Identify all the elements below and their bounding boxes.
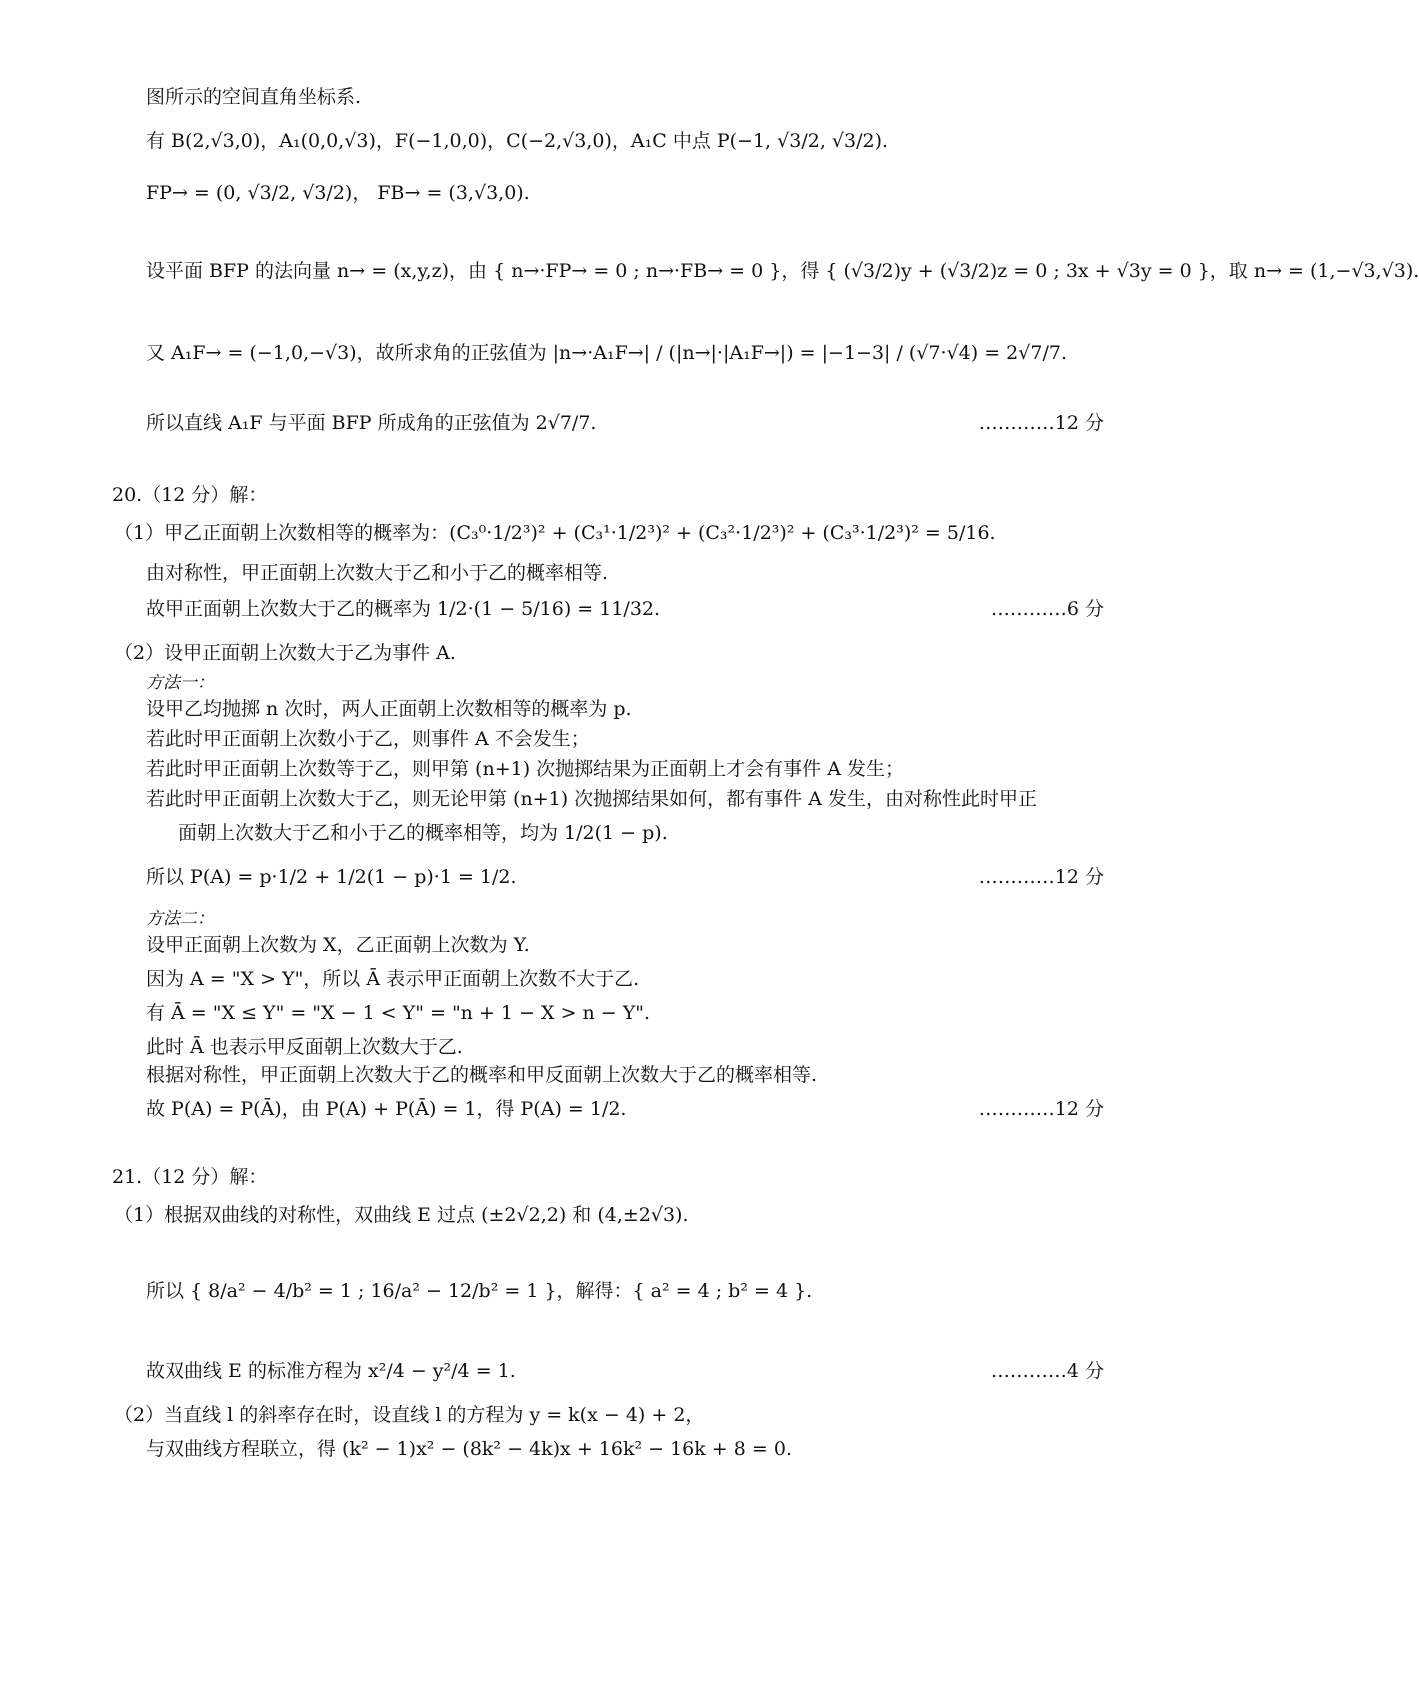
text-line: 设甲正面朝上次数为 X，乙正面朝上次数为 Y. xyxy=(146,934,530,956)
text-line: 若此时甲正面朝上次数大于乙，则无论甲第 (n+1) 次抛掷结果如何，都有事件 A 发生，由对称性此时甲正 xyxy=(146,788,1037,810)
section-heading: 21.（12 分）解： xyxy=(112,1166,268,1188)
text-line: 设平面 BFP 的法向量 n→ = (x,y,z)，由 { n→·FP→ = 0 ; n→·FB→ = 0 }，得 { (√3/2)y + (√3/2)z = 0 ; 3x + √3y = 0 }，取 n→ = (1,−√3,√3). xyxy=(146,260,1419,282)
score-mark: …………6 分 xyxy=(990,598,1104,620)
text-line: （2）当直线 l 的斜率存在时，设直线 l 的方程为 y = k(x − 4) + 2， xyxy=(114,1404,705,1426)
score-mark: …………4 分 xyxy=(990,1360,1104,1382)
text-line: 所以直线 A₁F 与平面 BFP 所成角的正弦值为 2√7/7. xyxy=(146,412,597,434)
text-line: 有 B(2,√3,0)，A₁(0,0,√3)，F(−1,0,0)，C(−2,√3,0)，A₁C 中点 P(−1, √3/2, √3/2). xyxy=(146,130,889,152)
text-line: （1）根据双曲线的对称性，双曲线 E 过点 (±2√2,2) 和 (4,±2√3). xyxy=(114,1204,689,1226)
method-label: 方法二： xyxy=(146,909,214,929)
text-line: 设甲乙均抛掷 n 次时，两人正面朝上次数相等的概率为 p. xyxy=(146,698,632,720)
text-line: 因为 A = "X > Y"，所以 Ā 表示甲正面朝上次数不大于乙. xyxy=(146,968,640,990)
text-line: （2）设甲正面朝上次数大于乙为事件 A. xyxy=(114,642,456,664)
text-line: 此时 Ā 也表示甲反面朝上次数大于乙. xyxy=(146,1036,463,1058)
method-label: 方法一： xyxy=(146,673,214,693)
text-line: 故甲正面朝上次数大于乙的概率为 1/2·(1 − 5/16) = 11/32. xyxy=(146,598,661,620)
text-line: 又 A₁F→ = (−1,0,−√3)，故所求角的正弦值为 |n→·A₁F→| / (|n→|·|A₁F→|) = |−1−3| / (√7·√4) = 2√7/7. xyxy=(146,342,1067,364)
text-line: 若此时甲正面朝上次数小于乙，则事件 A 不会发生； xyxy=(146,728,590,750)
text-line: 由对称性，甲正面朝上次数大于乙和小于乙的概率相等. xyxy=(146,562,609,584)
score-mark: …………12 分 xyxy=(978,1098,1104,1120)
text-line: 与双曲线方程联立，得 (k² − 1)x² − (8k² − 4k)x + 16k² − 16k + 8 = 0. xyxy=(146,1438,792,1460)
text-line: 图所示的空间直角坐标系. xyxy=(146,86,362,108)
text-line: 所以 { 8/a² − 4/b² = 1 ; 16/a² − 12/b² = 1 }，解得：{ a² = 4 ; b² = 4 }. xyxy=(146,1280,813,1302)
section-heading: 20.（12 分）解： xyxy=(112,484,268,506)
score-mark: …………12 分 xyxy=(978,866,1104,888)
text-line: 面朝上次数大于乙和小于乙的概率相等，均为 1/2(1 − p). xyxy=(178,822,668,844)
text-line: 若此时甲正面朝上次数等于乙，则甲第 (n+1) 次抛掷结果为正面朝上才会有事件 A 发生； xyxy=(146,758,904,780)
text-line: （1）甲乙正面朝上次数相等的概率为：(C₃⁰·1/2³)² + (C₃¹·1/2³)² + (C₃²·1/2³)² + (C₃³·1/2³)² = 5/16. xyxy=(114,522,996,544)
text-line: FP→ = (0, √3/2, √3/2)， FB→ = (3,√3,0). xyxy=(146,182,530,204)
text-line: 根据对称性，甲正面朝上次数大于乙的概率和甲反面朝上次数大于乙的概率相等. xyxy=(146,1064,818,1086)
score-mark: …………12 分 xyxy=(978,412,1104,434)
text-line: 故双曲线 E 的标准方程为 x²/4 − y²/4 = 1. xyxy=(146,1360,516,1382)
text-line: 有 Ā = "X ≤ Y" = "X − 1 < Y" = "n + 1 − X > n − Y". xyxy=(146,1002,651,1024)
text-line: 故 P(A) = P(Ā)，由 P(A) + P(Ā) = 1，得 P(A) = 1/2. xyxy=(146,1098,627,1120)
text-line: 所以 P(A) = p·1/2 + 1/2(1 − p)·1 = 1/2. xyxy=(146,866,517,888)
